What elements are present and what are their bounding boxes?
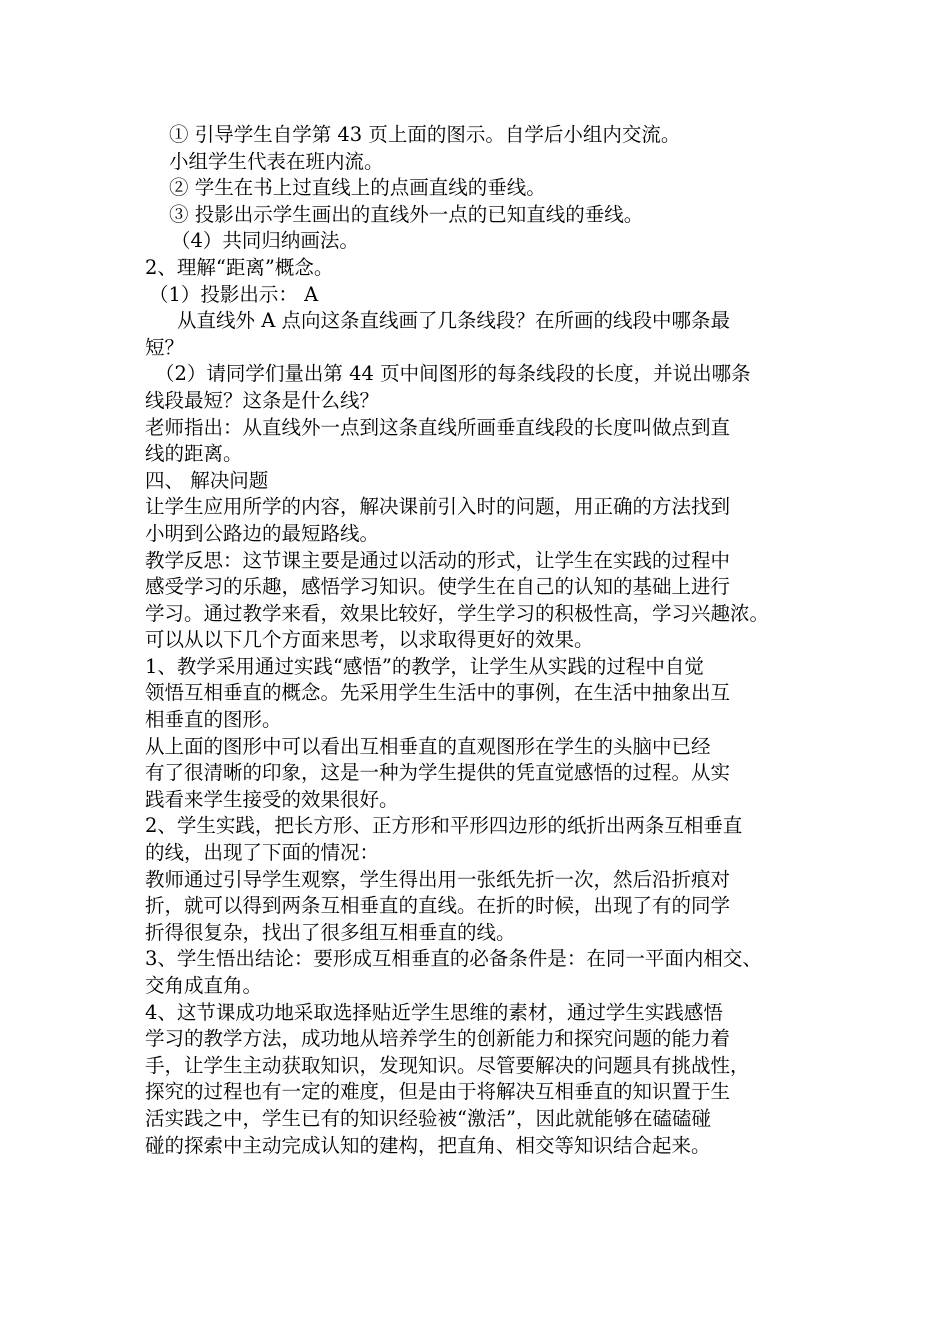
text-line: 4、这节课成功地采取选择贴近学生思维的素材，通过学生实践感悟 [145, 1000, 723, 1024]
text-line: ① 引导学生自学第 43 页上面的图示。自学后小组内交流。 [169, 123, 681, 146]
text-line: 老师指出：从直线外一点到这条直线所画垂直线段的长度叫做点到直 [145, 415, 731, 439]
section-heading: 2、理解“距离”概念。 [145, 255, 334, 279]
text-line: 线段最短？这条是什么线？ [145, 388, 380, 412]
text-line: 折得很复杂，找出了很多组互相垂直的线。 [145, 920, 516, 944]
text-line: 短？ [145, 335, 185, 359]
text-line: 教学反思：这节课主要是通过以活动的形式，让学生在实践的过程中 [145, 548, 731, 572]
text-line: 交角成直角。 [145, 974, 263, 997]
text-line: 碰的探索中主动完成认知的建构，把直角、相交等知识结合起来。 [145, 1133, 711, 1157]
document-body [145, 122, 835, 1159]
text-line: 2、学生实践，把长方形、正方形和平形四边形的纸折出两条互相垂直 [145, 814, 743, 838]
text-line: 感受学习的乐趣，感悟学习知识。使学生在自己的认知的基础上进行 [145, 575, 731, 599]
text-line: 可以从以下几个方面来思考，以求取得更好的效果。 [145, 628, 594, 652]
text-line: 从直线外 A 点向这条直线画了几条线段？在所画的线段中哪条最 [177, 309, 730, 333]
text-line: 从上面的图形中可以看出互相垂直的直观图形在学生的头脑中已经 [145, 734, 711, 758]
text-line: 活实践之中，学生已有的知识经验被“激活”，因此就能够在磕磕碰 [145, 1106, 711, 1130]
text-line: 3、学生悟出结论：要形成互相垂直的必备条件是：在同一平面内相交、 [145, 947, 762, 971]
text-line: 1、教学采用通过实践“感悟”的教学，让学生从实践的过程中自觉 [145, 654, 704, 678]
text-line: 让学生应用所学的内容，解决课前引入时的问题，用正确的方法找到 [145, 495, 731, 519]
text-line: 折，就可以得到两条互相垂直的直线。在折的时候，出现了有的同学 [145, 894, 731, 918]
text-line: 教师通过引导学生观察，学生得出用一张纸先折一次，然后沿折痕对 [145, 867, 731, 891]
text-line: 学习。通过教学来看，效果比较好，学生学习的积极性高，学习兴趣浓。 [145, 601, 770, 625]
text-line: （2）请同学们量出第 44 页中间图形的每条线段的长度，并说出哪条 [155, 362, 751, 386]
text-line: 有了很清晰的印象，这是一种为学生提供的凭直觉感悟的过程。从实 [145, 761, 731, 785]
text-line: （4）共同归纳画法。 [171, 229, 359, 253]
text-line: 践看来学生接受的效果很好。 [145, 787, 399, 811]
text-line: 领悟互相垂直的概念。先采用学生生活中的事例，在生活中抽象出互 [145, 681, 731, 705]
text-line: 学习的教学方法，成功地从培养学生的创新能力和探究问题的能力着 [145, 1027, 731, 1051]
text-line: 线的距离。 [145, 442, 243, 466]
text-line: 相垂直的图形。 [145, 708, 282, 732]
text-line: 小组学生代表在班内流。 [169, 149, 384, 173]
section-heading: 四、 解决问题 [145, 468, 269, 492]
text-line: 的线，出现了下面的情况： [145, 841, 380, 865]
text-line: ③ 投影出示学生画出的直线外一点的已知直线的垂线。 [169, 202, 644, 226]
text-line: 手，让学生主动获取知识，发现知识。尽管要解决的问题具有挑战性， [145, 1053, 750, 1077]
text-line: （1）投影出示： A [149, 282, 319, 306]
text-line: 小明到公路边的最短路线。 [145, 521, 380, 545]
text-line: ② 学生在书上过直线上的点画直线的垂线。 [169, 176, 546, 200]
text-line: 探究的过程也有一定的难度，但是由于将解决互相垂直的知识置于生 [145, 1080, 731, 1104]
